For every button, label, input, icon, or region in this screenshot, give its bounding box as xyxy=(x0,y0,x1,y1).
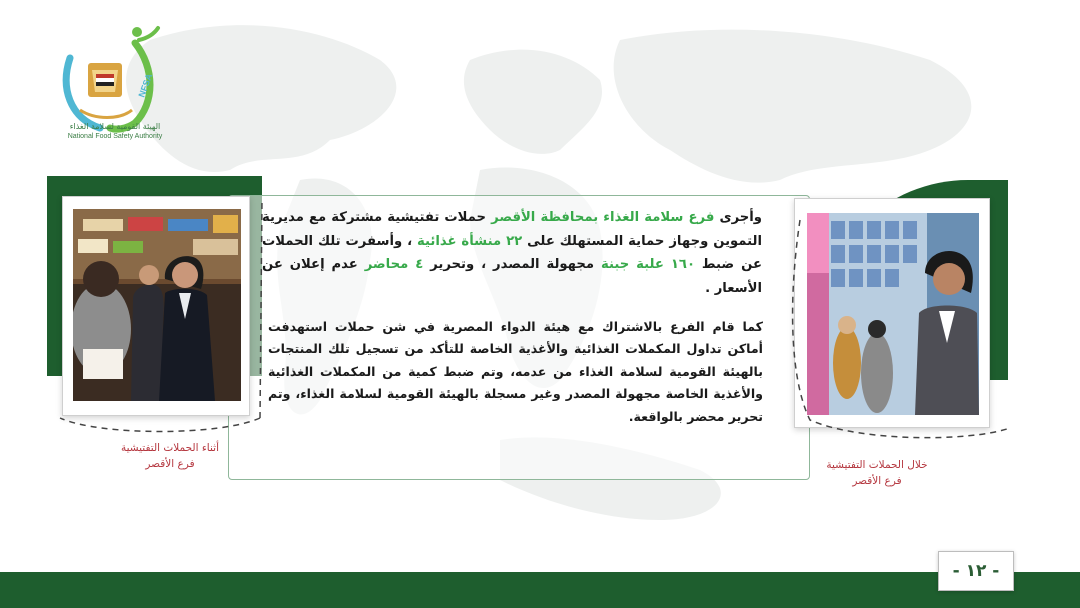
inspection-photo-left xyxy=(73,209,241,401)
left-photo-card xyxy=(62,196,250,416)
highlight-cheese-cans: ١٦٠ علبة جبنة xyxy=(600,257,696,272)
right-photo-card xyxy=(794,198,990,428)
logo-arabic-name: الهيئة القومية لسلامة الغذاء xyxy=(69,122,161,131)
highlight-facilities: ٢٢ منشأة غذائية xyxy=(417,233,523,249)
text-run: ، وأسفرت تلك الحملات عن ضبط xyxy=(262,233,762,272)
left-photo-caption xyxy=(100,440,240,472)
bottom-green-band xyxy=(0,572,1080,608)
logo-english-name: National Food Safety Authority xyxy=(67,133,163,140)
caption-line: أثناء الحملات التفتيشية xyxy=(120,442,220,454)
paragraph-supplements-campaign: كما قام الفرع بالاشتراك مع هيئة الدواء المصرية في شن حملات استهدفت أماكن تداول المكملات الغذائية والأغذية الخاصة للتأكد من تسجيل تلك المنتجات بالهيئة القومية لسلامة الغذاء من عدمه، وتم ضبط كمية من المكملات الغذائية والأغذية الخاصة مجهولة المصدر وغير مسجلة بالهيئة القومية لسلامة الغذاء، وتم تحرير محضر بالواقعة. xyxy=(268,319,763,424)
page-number: - ١٢ - xyxy=(938,551,1014,591)
inspection-photo-right xyxy=(807,213,979,415)
highlight-branch: فرع سلامة الغذاء بمحافظة الأقصر xyxy=(491,210,715,225)
caption-line: فرع الأقصر xyxy=(852,475,902,487)
right-photo-caption xyxy=(812,457,942,489)
text-run: عدم إعلان عن الأسعار . xyxy=(262,257,762,296)
text-run: وأجرى xyxy=(714,210,762,225)
paragraph-luxor-campaigns xyxy=(262,206,762,300)
text-run: حملات تفتيشية مشتركة مع مديرية التموين وجهاز حماية المستهلك على xyxy=(262,210,762,249)
caption-line: فرع الأقصر xyxy=(145,458,195,470)
logo-emblem-text: NFSA xyxy=(136,72,155,99)
text-run: مجهولة المصدر ، وتحرير xyxy=(423,257,601,272)
caption-line: خلال الحملات التفتيشية xyxy=(826,459,928,471)
highlight-reports: ٤ محاضر xyxy=(364,257,424,272)
